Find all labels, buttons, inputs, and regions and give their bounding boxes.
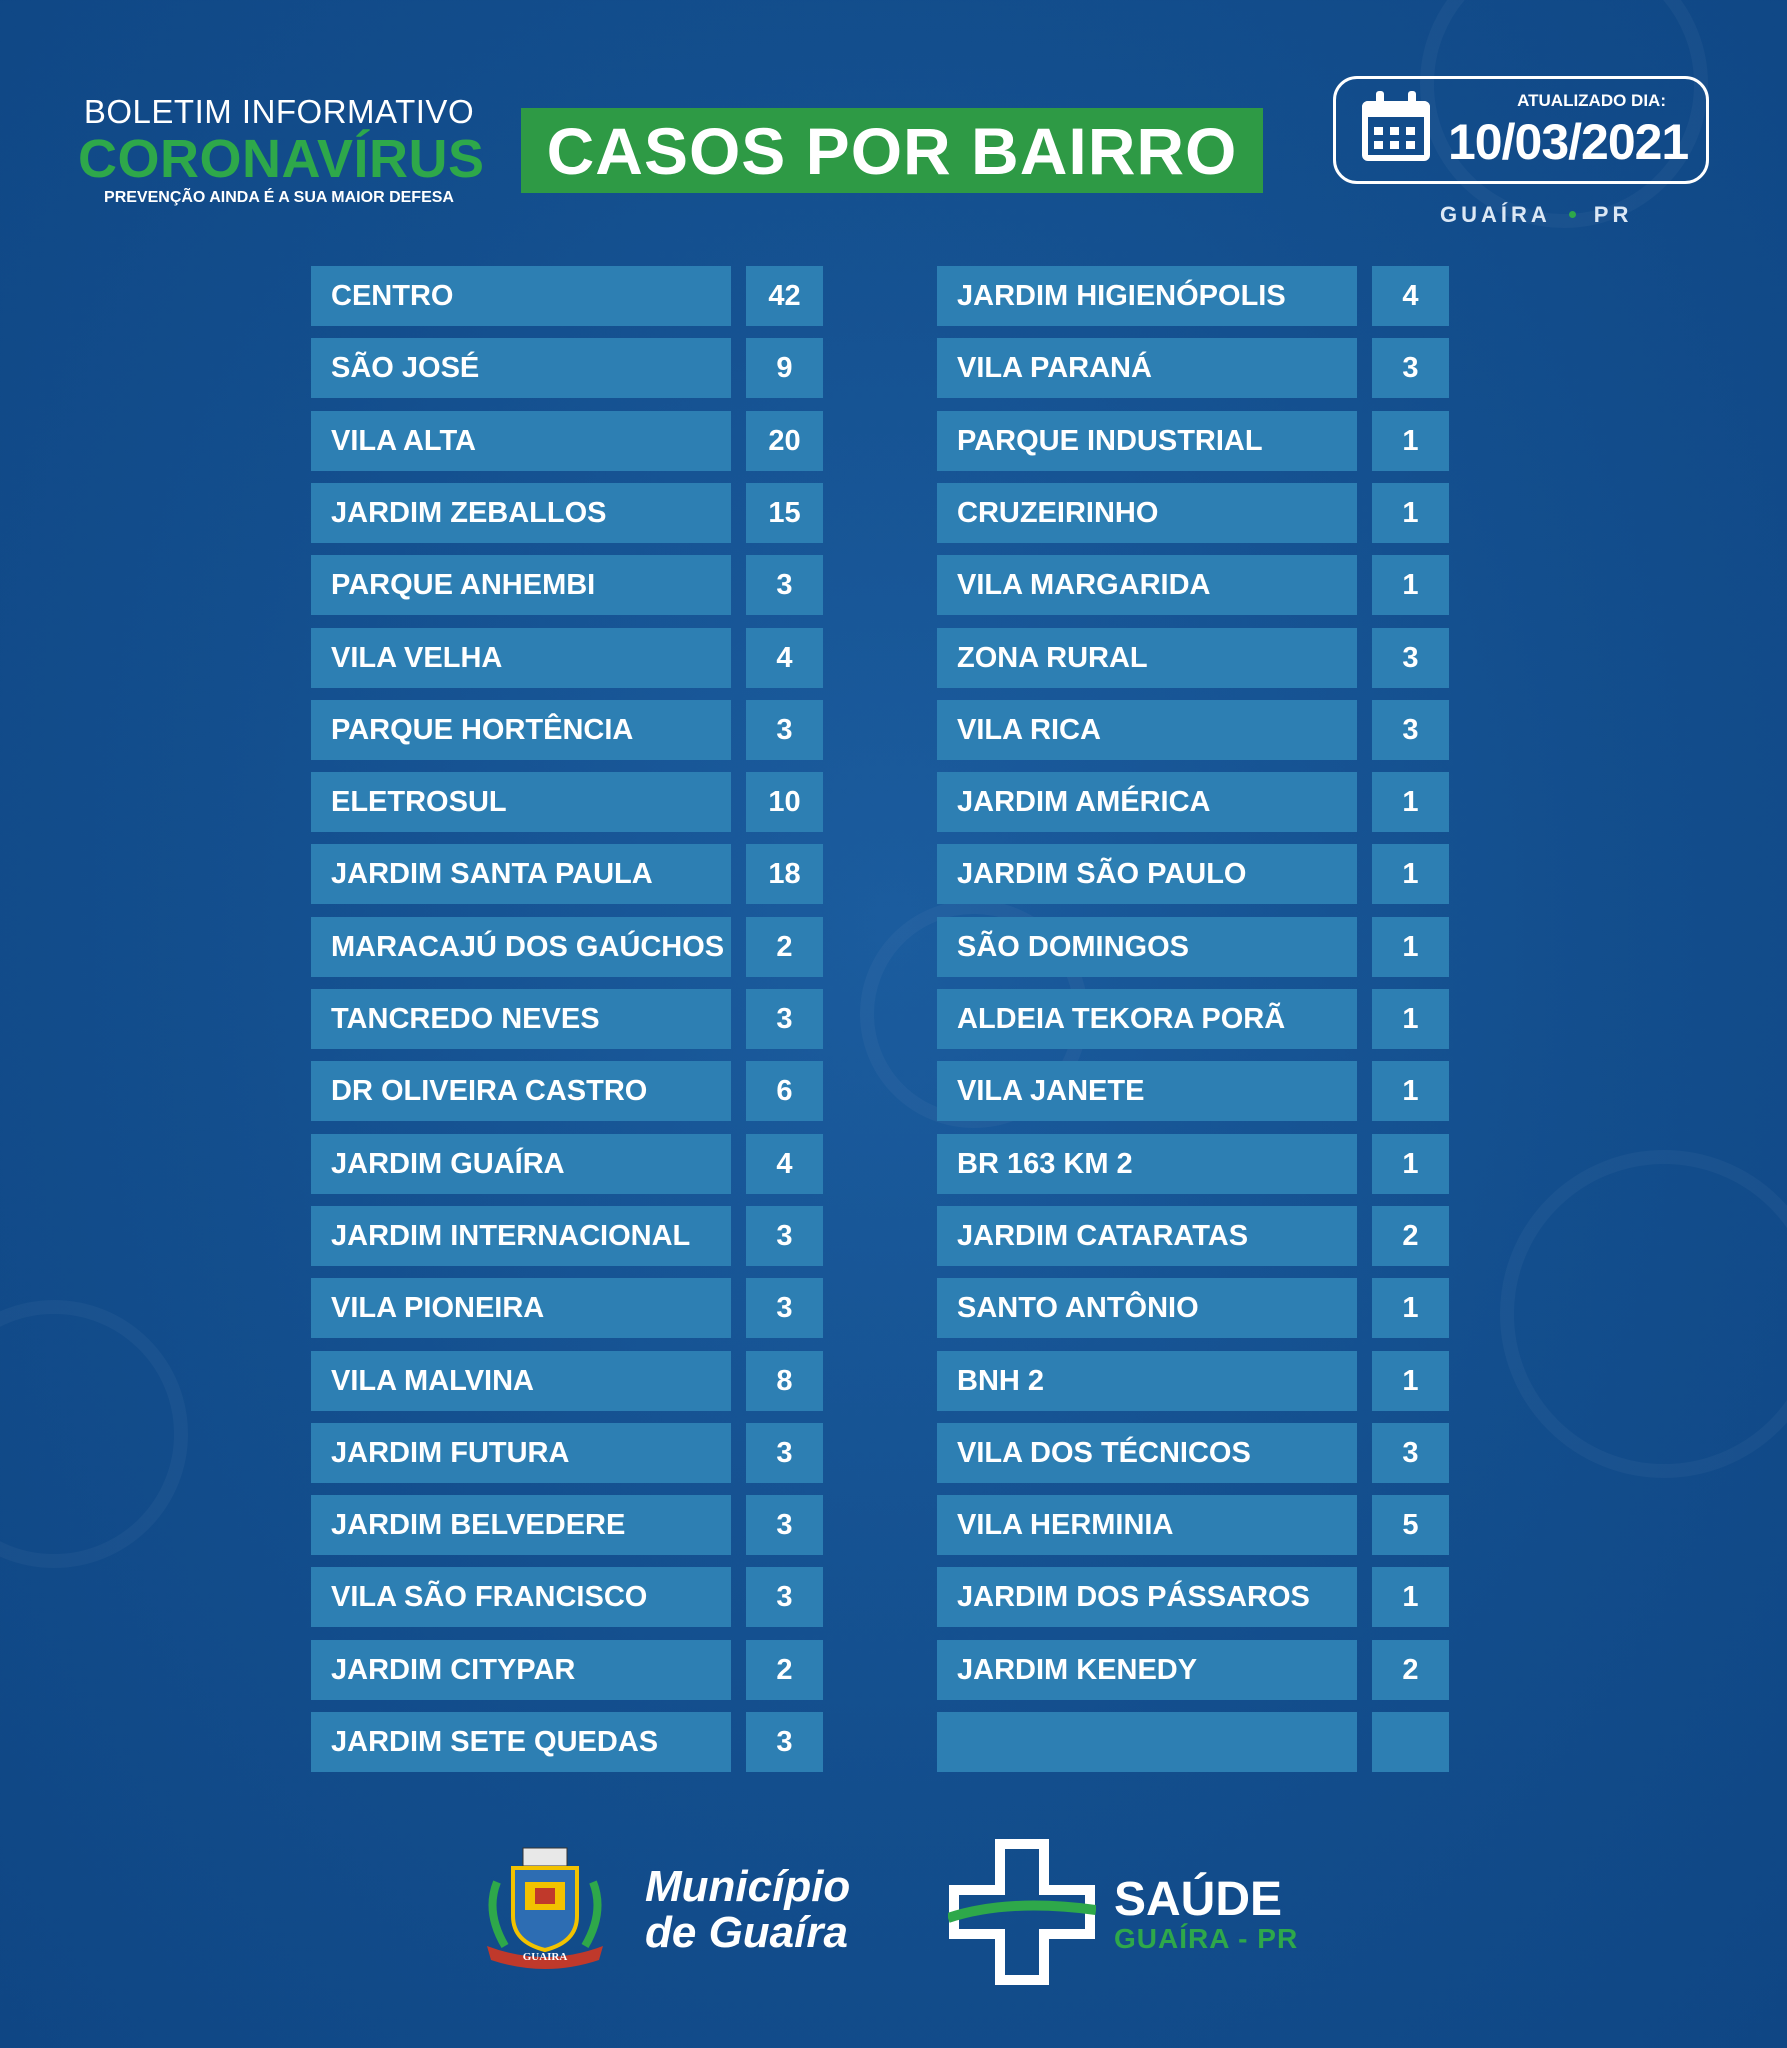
virus-decoration [0,1300,188,1568]
neighborhood-name: PARQUE INDUSTRIAL [937,411,1357,471]
case-count: 1 [1372,989,1449,1049]
neighborhood-name: VILA RICA [937,700,1357,760]
case-count: 3 [746,1423,823,1483]
case-count: 1 [1372,555,1449,615]
case-count: 15 [746,483,823,543]
case-count [1372,1712,1449,1772]
case-count: 2 [1372,1640,1449,1700]
state-name: PR [1593,202,1633,227]
brand-line1: BOLETIM INFORMATIVO [83,93,475,130]
neighborhood-name: VILA PIONEIRA [311,1278,731,1338]
neighborhood-name: BNH 2 [937,1351,1357,1411]
case-count: 1 [1372,1134,1449,1194]
updated-date: 10/03/2021 [1448,114,1689,170]
case-count: 18 [746,844,823,904]
neighborhood-name: PARQUE HORTÊNCIA [311,700,731,760]
updated-label: ATUALIZADO DIA: [1517,91,1666,110]
neighborhood-name: JARDIM CATARATAS [937,1206,1357,1266]
case-count: 1 [1372,1061,1449,1121]
brand-tagline: PREVENÇÃO AINDA É A SUA MAIOR DEFESA [104,189,454,206]
neighborhood-name: SÃO JOSÉ [311,338,731,398]
neighborhood-name: MARACAJÚ DOS GAÚCHOS [311,917,731,977]
case-count: 1 [1372,844,1449,904]
neighborhood-name: TANCREDO NEVES [311,989,731,1049]
neighborhood-name: JARDIM SANTA PAULA [311,844,731,904]
neighborhood-name: JARDIM FUTURA [311,1423,731,1483]
neighborhood-name: DR OLIVEIRA CASTRO [311,1061,731,1121]
crest-icon [475,1842,615,1970]
brand-line2: CORONAVÍRUS [78,129,485,189]
case-count: 3 [1372,338,1449,398]
updated-date-box [1333,76,1709,184]
neighborhood-name: VILA MARGARIDA [937,555,1357,615]
neighborhood-name [937,1712,1357,1772]
case-count: 2 [746,1640,823,1700]
municipio-line2: de Guaíra [645,1908,848,1957]
case-count: 3 [746,989,823,1049]
case-count: 1 [1372,1351,1449,1411]
neighborhood-name: CENTRO [311,266,731,326]
neighborhood-name: JARDIM SETE QUEDAS [311,1712,731,1772]
case-count: 10 [746,772,823,832]
bulletin-brand [78,92,485,210]
neighborhood-name: JARDIM GUAÍRA [311,1134,731,1194]
municipio-line1: Município [645,1862,851,1911]
separator-dot [1569,211,1576,218]
city-state [1440,202,1632,228]
neighborhood-name: JARDIM ZEBALLOS [311,483,731,543]
neighborhood-name: VILA PARANÁ [937,338,1357,398]
case-count: 4 [746,628,823,688]
neighborhood-name: JARDIM KENEDY [937,1640,1357,1700]
case-count: 6 [746,1061,823,1121]
neighborhood-name: JARDIM INTERNACIONAL [311,1206,731,1266]
neighborhood-name: CRUZEIRINHO [937,483,1357,543]
neighborhood-name: ZONA RURAL [937,628,1357,688]
neighborhood-name: JARDIM CITYPAR [311,1640,731,1700]
case-count: 3 [746,700,823,760]
case-count: 1 [1372,1567,1449,1627]
page-title: CASOS POR BAIRRO [521,108,1263,193]
saude-line1: SAÚDE [1114,1873,1283,1926]
neighborhood-name: VILA DOS TÉCNICOS [937,1423,1357,1483]
case-count: 3 [1372,700,1449,760]
saude-line2: GUAÍRA - PR [1114,1923,1299,1954]
neighborhood-name: VILA ALTA [311,411,731,471]
case-count: 2 [1372,1206,1449,1266]
neighborhood-name: SÃO DOMINGOS [937,917,1357,977]
municipio-logo-text [645,1864,850,1956]
case-count: 1 [1372,772,1449,832]
case-count: 3 [746,1567,823,1627]
case-count: 8 [746,1351,823,1411]
neighborhood-name: BR 163 KM 2 [937,1134,1357,1194]
neighborhood-name: VILA HERMINIA [937,1495,1357,1555]
case-count: 1 [1372,1278,1449,1338]
neighborhood-name: JARDIM DOS PÁSSAROS [937,1567,1357,1627]
case-count: 3 [746,1712,823,1772]
saude-logo-text [1114,1873,1299,1954]
case-count: 3 [1372,1423,1449,1483]
neighborhood-name: PARQUE ANHEMBI [311,555,731,615]
neighborhood-name: ALDEIA TEKORA PORÃ [937,989,1357,1049]
crest-label: GUAIRA [522,1951,568,1963]
health-cross-icon [948,1838,1096,1986]
neighborhood-name: JARDIM HIGIENÓPOLIS [937,266,1357,326]
neighborhood-name: JARDIM AMÉRICA [937,772,1357,832]
case-count: 20 [746,411,823,471]
case-count: 9 [746,338,823,398]
case-count: 4 [746,1134,823,1194]
case-count: 1 [1372,917,1449,977]
case-count: 4 [1372,266,1449,326]
neighborhood-name: VILA JANETE [937,1061,1357,1121]
neighborhood-name: VILA VELHA [311,628,731,688]
neighborhood-name: SANTO ANTÔNIO [937,1278,1357,1338]
neighborhood-name: JARDIM SÃO PAULO [937,844,1357,904]
case-count: 1 [1372,411,1449,471]
case-count: 3 [746,1495,823,1555]
city-name: GUAÍRA [1440,202,1551,227]
neighborhood-name: ELETROSUL [311,772,731,832]
case-count: 1 [1372,483,1449,543]
neighborhood-name: VILA MALVINA [311,1351,731,1411]
case-count: 2 [746,917,823,977]
neighborhood-name: JARDIM BELVEDERE [311,1495,731,1555]
case-count: 3 [746,555,823,615]
case-count: 3 [746,1206,823,1266]
case-count: 5 [1372,1495,1449,1555]
case-count: 3 [746,1278,823,1338]
case-count: 42 [746,266,823,326]
virus-decoration [1500,1150,1787,1478]
calendar-icon [1362,101,1430,161]
neighborhood-name: VILA SÃO FRANCISCO [311,1567,731,1627]
case-count: 3 [1372,628,1449,688]
